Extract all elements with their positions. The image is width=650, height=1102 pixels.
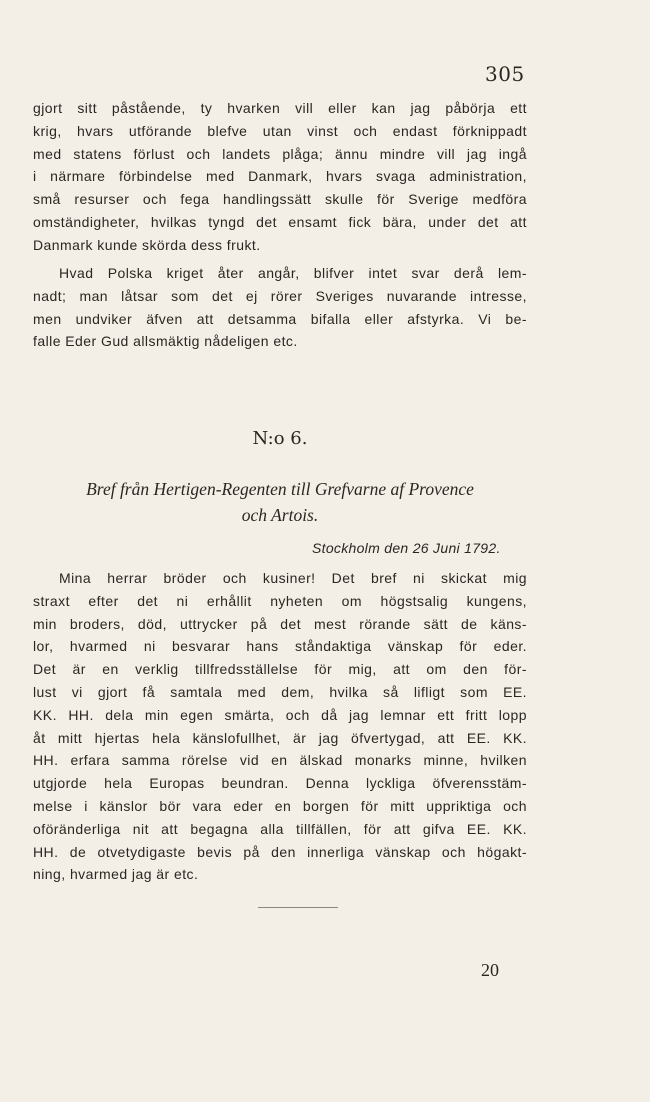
letter-title (0, 476, 560, 528)
text-line: Det är en verklig tillfredsställelse för mig, att om den för- (33, 661, 527, 678)
letter-body (33, 567, 527, 886)
text-line: lust vi gjort få samtala med dem, hvilka så lifligt som EE. (33, 683, 527, 700)
text-line: gjort sitt påstående, ty hvarken vill eller kan jag påbörja ett (33, 100, 527, 116)
section-divider (258, 907, 338, 908)
paragraph (33, 97, 527, 257)
text-line: men undviker äfven att detsamma bifalla eller afstyrka. Vi be- (33, 310, 527, 327)
letter-number-heading: N:o 6. (252, 428, 308, 449)
text-line: utgjorde hela Europas beundran. Denna lyckliga öfverensstäm- (33, 775, 527, 792)
text-line: falle Eder Gud allsmäktig nådeligen etc. (33, 333, 298, 350)
page-number: 305 (485, 62, 525, 86)
paragraph (33, 567, 527, 886)
text-line: KK. HH. dela min egen smärta, och då jag lemnar ett fritt lopp (33, 706, 527, 723)
letter-closing-paragraph (33, 262, 527, 353)
text-line: lor, hvarmed ni besvarar hans ståndaktiga vänskap för eder. (33, 638, 527, 655)
letter-title-line: och Artois. (241, 505, 319, 525)
text-line: oföränderliga nit att begagna alla tillfällen, för att gifva EE. KK. (33, 820, 527, 837)
text-line: små resurser och fega handlingssätt skulle för Sverige medföra (33, 191, 527, 208)
letter-title-line: Bref från Hertigen-Regenten till Grefvarne af Provence (86, 479, 474, 499)
letter-continuation (33, 97, 527, 257)
text-line: nadt; man låtsar som det ej rörer Sveriges nuvarande intresse, (33, 287, 527, 304)
text-line: omständigheter, hvilkas tyngd det ensamt fick bära, under det att (33, 213, 527, 230)
text-line: med statens förlust och landets plåga; ännu mindre vill jag ingå (33, 145, 527, 162)
text-line: Danmark kunde skörda dess frukt. (33, 236, 261, 253)
paragraph (33, 262, 527, 353)
text-line: åt mitt hjertas hela känslofullhet, är jag öfvertygad, att EE. KK. (33, 729, 527, 746)
text-line: ning, hvarmed jag är etc. (33, 866, 199, 883)
printer-signature-mark: 20 (481, 960, 499, 980)
text-line: i närmare förbindelse med Danmark, hvars svaga administration, (33, 168, 527, 185)
text-line: HH. de otvetydigaste bevis på den innerliga vänskap och högakt- (33, 843, 527, 860)
text-line: straxt efter det ni erhållit nyheten om högstsalig kungens, (33, 592, 527, 609)
text-line: krig, hvars utförande blefve utan vinst och endast förknippadt (33, 122, 527, 139)
text-line: melse i känslor bör vara eder en borgen för mitt uppriktiga och (33, 797, 527, 814)
text-line: Hvad Polska kriget åter angår, blifver intet svar derå lem- (59, 265, 527, 281)
text-line: HH. erfara samma rörelse vid en älskad monarks minne, hvilken (33, 752, 527, 769)
text-line: Mina herrar bröder och kusiner! Det bref ni skickat mig (59, 570, 527, 586)
dateline: Stockholm den 26 Juni 1792. (312, 540, 501, 556)
text-line: min broders, död, uttrycker på det mest rörande sätt de käns- (33, 615, 527, 632)
